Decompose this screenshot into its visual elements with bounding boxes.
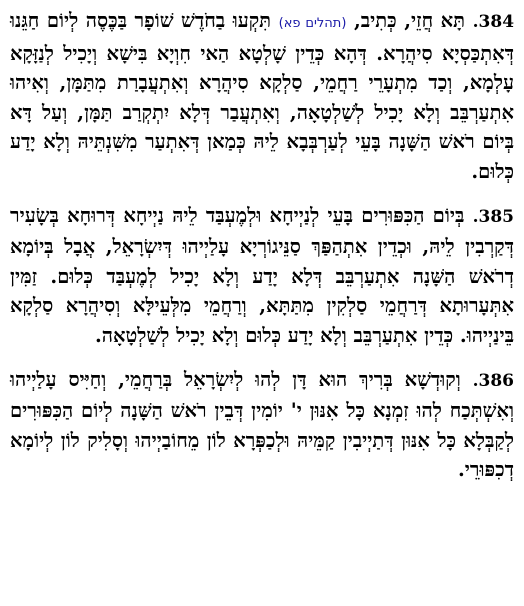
scripture-reference: (תהלים פא) [278,16,347,31]
paragraph-number: 385. [472,206,514,227]
paragraph-385 [10,201,514,351]
paragraph-386 [10,365,514,485]
paragraph-number: 386. [472,370,514,391]
document-page [10,6,514,602]
paragraph-text: בְּיוֹם הַכִּפּוּרִים בָּעֵי לְנַיְיחָא וּלְמֶעְבַּד לֵיהּ נַיְיחָא דְּרוּחָא בְּשָׂעִיר דְּקַרְבִין לֵיהּ, וּכְדֵין אִתְהַפַּךְ סַנֵּיגוֹרְיָא עָלַיְיהוּ דְּיִשְׂרָאֵל, אֲבָל בְּיוֹמָא דְרֹאשׁ הַשָּׁנָה אִתְעַרְבֵּב דְּלָא יָדַע וְלָא יָכִיל לְמֶעְבַּד כְּלוּם. זַמִּין אִתְּעָרוּתָא דְּרַחֲמֵי סַלְקִין מִתַּתָּא, וְרַחֲמֵי מִלְּעֵילָּא וְסִיהֲרָא סַלְקָא בֵּינַיְיהוּ. כְּדֵין אִתְעַרְבֵּב וְלָא יָדַע כְּלוּם וְלָא יָכִיל לְשַׁלְטָאָה. [10,203,514,347]
paragraph-text: תִּקְעוּ בַחֹדֶשׁ שׁוֹפָר בַּכֶּסֶה לְיוֹם חַגֵּנוּ דְּאִתְכַּסְיָא סִיהֲרָא. דְּהָא כְּדֵין שָׁלְטָא הַאי חִוְיָא בִּישָׁא וְיָכִיל לְנַזָּקָא עָלְמָא, וְכַד מִתְעָרֵי רַחֲמֵי, סַלְקָא סִיהֲרָא וְאִתְעֲבָרַת מִתַּמָּן, וְאִיהוּ אִתְעַרְבֵּב וְלָא יָכִיל לְשַׁלְטָאָה, וְאִתְעֲבַר דְּלָא יִתְקְרַב תַּמָּן, וְעַל דָּא בְּיוֹם רֹאשׁ הַשָּׁנָה בָּעֵי לְעַרְבְּבָא לֵיהּ כְּמַאן דְּאִתְעַר מִשִּׁנְתֵּיהּ וְלָא יָדַע כְּלוּם. [10,9,514,183]
paragraph-text: וְקוּדְשָׁא בְּרִיךְ הוּא דָּן לְהוּ לְיִשְׂרָאֵל בְּרַחֲמֵי, וְחַיִּיס עָלַיְיהוּ וְאִשְׁתְּכַח לְהוּ זִמְנָא כָּל אִנּוּן י' יוֹמִין דְּבֵין רֹאשׁ הַשָּׁנָה לְיוֹם הַכִּפּוּרִים לְקַבְּלָא כָּל אִנּוּן דְּתַיְיבִין קַמֵּיהּ וּלְכַפְּרָא לוֹן מֵחוֹבַיְיהוּ וְסָלִיק לוֹן לְיוֹמָא דְכִפּוּרֵי. [10,367,514,482]
paragraph-number: 384. [472,12,515,32]
paragraph-lead: תָּא חֲזֵי, כְּתִיב, [353,9,466,32]
paragraph-384 [10,6,514,187]
